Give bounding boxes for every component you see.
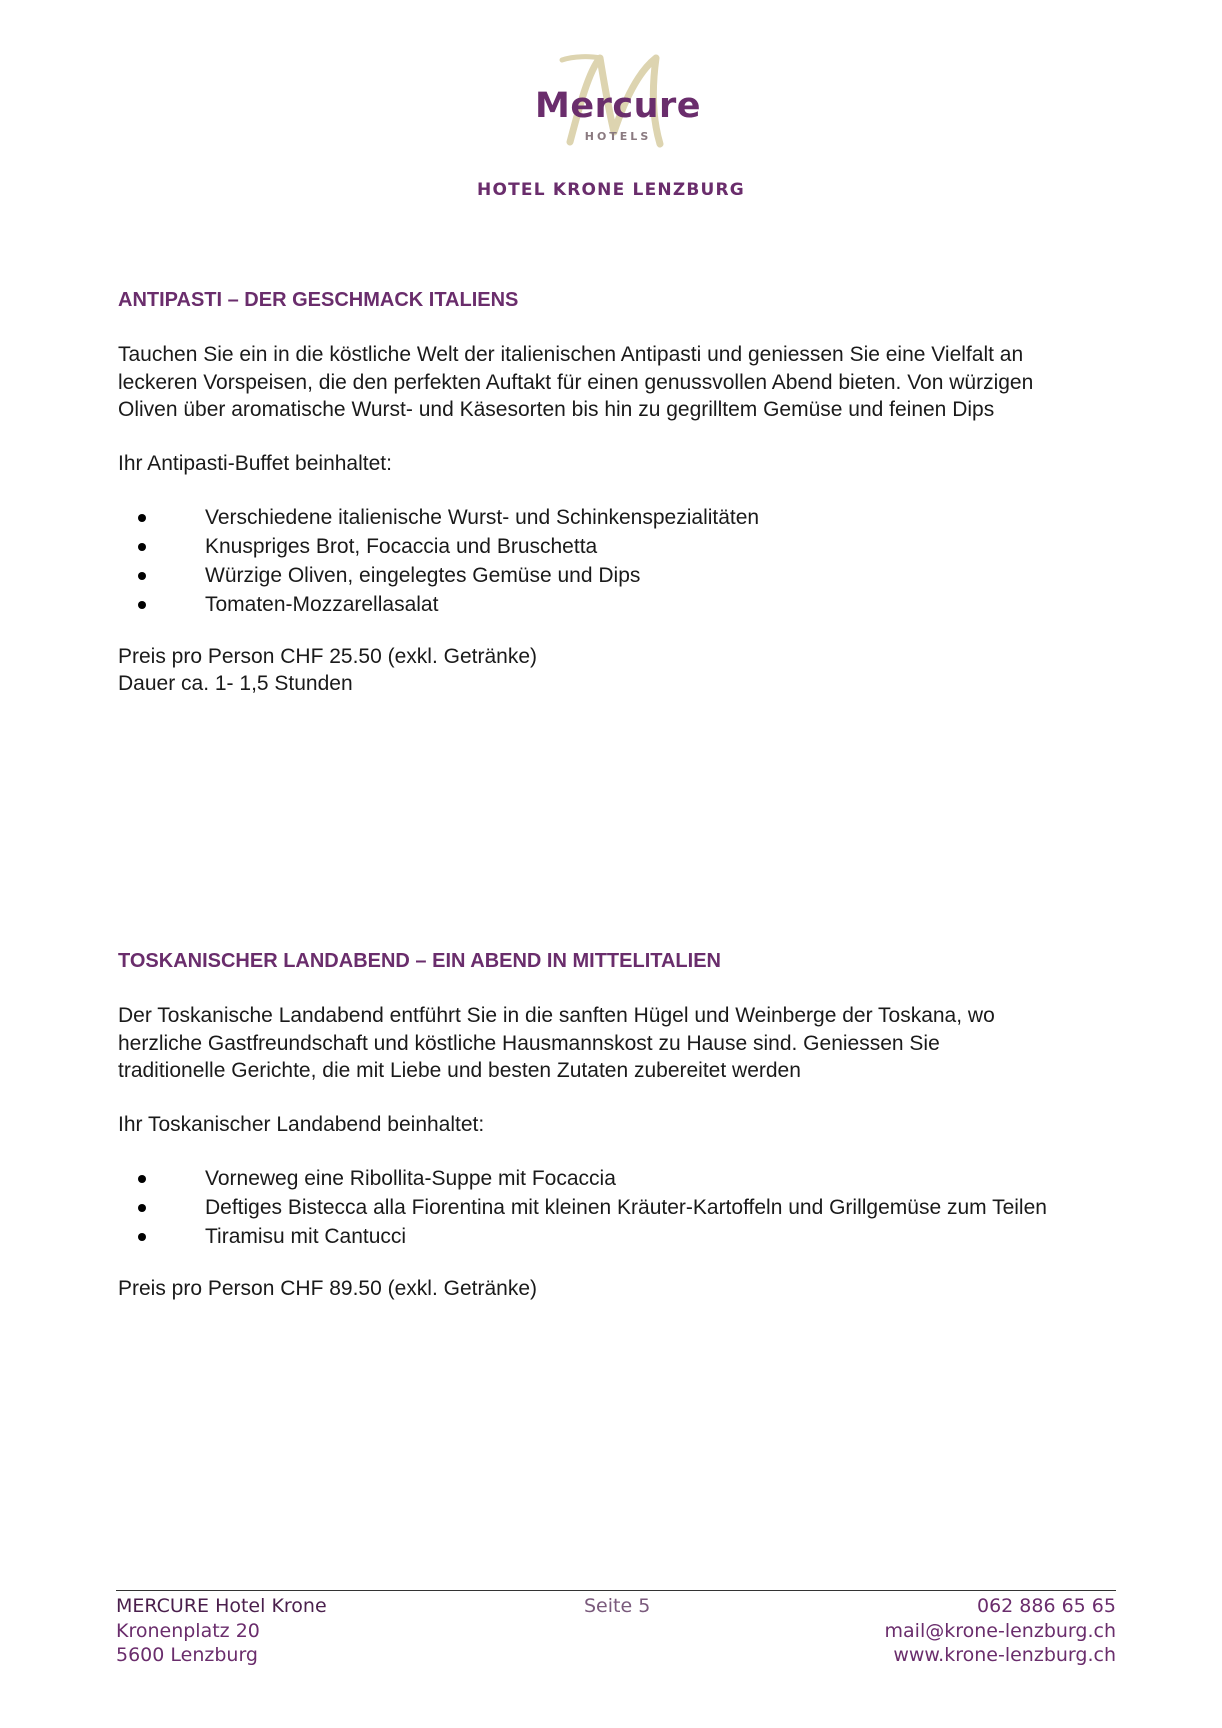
section-heading: ANTIPASTI – DER GESCHMACK ITALIENS — [118, 289, 519, 311]
bullet-icon — [138, 1233, 146, 1241]
footer-company: MERCURE Hotel Krone — [116, 1595, 327, 1617]
section-antipasti — [118, 288, 1118, 698]
footer-street: Kronenplatz 20 — [116, 1619, 260, 1642]
bullet-icon — [138, 514, 146, 522]
footer-page-number: Seite 5 — [584, 1595, 651, 1617]
paragraph-line: traditionelle Gerichte, die mit Liebe und besten Zutaten zubereitet werden — [118, 1059, 801, 1082]
section-heading: TOSKANISCHER LANDABEND – EIN ABEND IN MITTELITALIEN — [118, 950, 721, 972]
page-header — [0, 0, 1222, 220]
price-text: Preis pro Person CHF 89.50 (exkl. Getränke) — [118, 1276, 537, 1300]
price-text: Preis pro Person CHF 25.50 (exkl. Getränke) — [118, 644, 537, 668]
footer-email-link[interactable]: mail@krone-lenzburg.ch — [884, 1619, 1116, 1642]
list-lead: Ihr Antipasti-Buffet beinhaltet: — [118, 451, 392, 475]
list-item: Tiramisu mit Cantucci — [118, 1222, 1118, 1251]
bullet-icon — [138, 1175, 146, 1183]
list-lead: Ihr Toskanischer Landabend beinhaltet: — [118, 1112, 485, 1136]
logo-brand-text: Mercure — [535, 86, 701, 126]
bullet-icon — [138, 601, 146, 609]
paragraph-line: Der Toskanische Landabend entführt Sie in die sanften Hügel und Weinberge der Toskana, wo — [118, 1004, 995, 1027]
hotel-name: HOTEL KRONE LENZBURG — [477, 180, 745, 200]
footer-phone: 062 886 65 65 — [976, 1595, 1116, 1617]
bullet-icon — [138, 543, 146, 551]
footer-contact — [885, 1594, 1116, 1668]
list-item: Tomaten-Mozzarellasalat — [118, 590, 1118, 619]
list-item: Würzige Oliven, eingelegtes Gemüse und Dips — [118, 561, 1118, 590]
list-item: Vorneweg eine Ribollita-Suppe mit Focaccia — [118, 1164, 1118, 1193]
footer-web-link[interactable]: www.krone-lenzburg.ch — [893, 1644, 1116, 1666]
footer-city: 5600 Lenzburg — [116, 1644, 258, 1666]
list-item: Verschiedene italienische Wurst- und Schinkenspezialitäten — [118, 503, 1118, 532]
paragraph-line: leckeren Vorspeisen, die den perfekten Auftakt für einen genussvollen Abend bieten. Von würzigen — [118, 370, 1034, 394]
section-toskana — [118, 949, 1118, 1302]
bullet-icon — [138, 1204, 146, 1212]
duration-text: Dauer ca. 1- 1,5 Stunden — [118, 672, 353, 695]
bullet-icon — [138, 572, 146, 580]
list-item: Knuspriges Brot, Focaccia und Bruschetta — [118, 532, 1118, 561]
paragraph-line: Oliven über aromatische Wurst- und Käsesorten bis hin zu gegrilltem Gemüse und feinen Dips — [118, 398, 995, 421]
menu-list — [118, 503, 1118, 619]
paragraph-line: herzliche Gastfreundschaft und köstliche Hausmannskost zu Hause sind. Geniessen Sie — [118, 1031, 940, 1055]
list-item: Deftiges Bistecca alla Fiorentina mit kleinen Kräuter-Kartoffeln und Grillgemüse zum Teilen — [118, 1193, 1118, 1222]
paragraph-line: Tauchen Sie ein in die köstliche Welt der italienischen Antipasti und geniessen Sie eine Vielfalt an — [118, 343, 1024, 366]
menu-list — [118, 1164, 1118, 1251]
footer-divider — [116, 1590, 1116, 1591]
footer-address — [116, 1594, 327, 1668]
logo-sub-text: HOTELS — [584, 130, 652, 143]
mercure-logo — [518, 52, 718, 152]
